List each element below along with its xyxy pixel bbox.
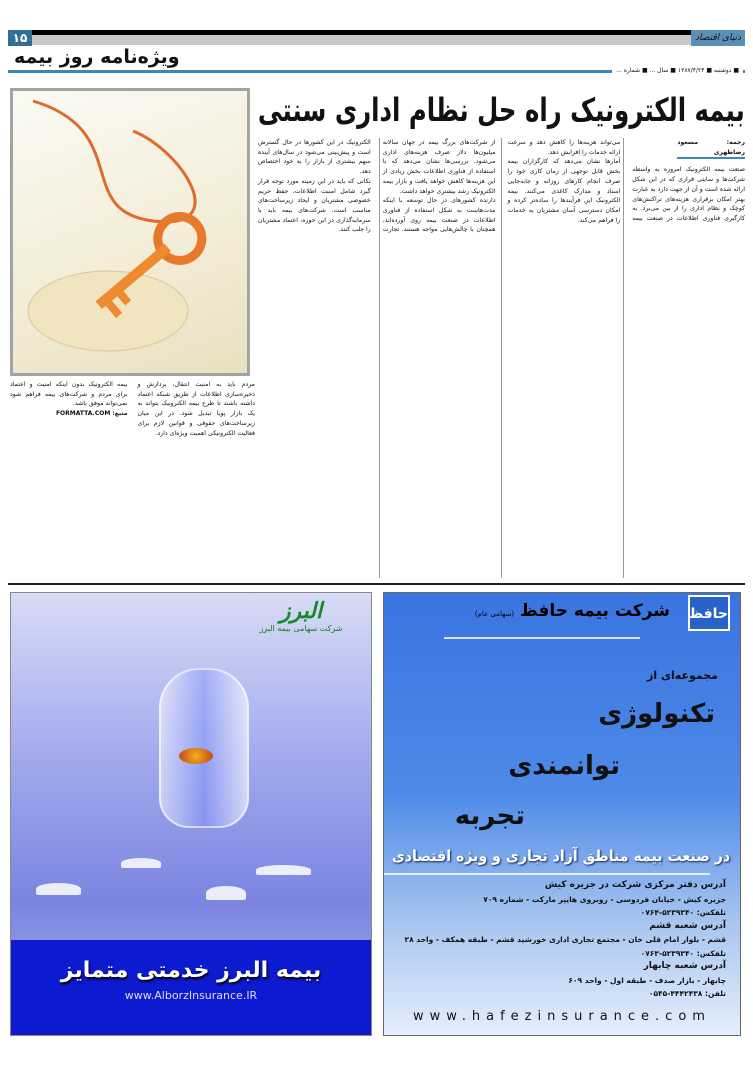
glass-shard xyxy=(256,865,311,875)
address-line: جزیره کیش - خیابان فردوسی - روبروی هایپر مارکت - شماره ۷۰۹ xyxy=(483,894,726,904)
headline-text: بیمه الکترونیک راه حل نظام اداری سنتی xyxy=(258,91,745,129)
hafez-subtitle xyxy=(392,845,730,867)
hafez-word: تکنولوژی xyxy=(598,699,715,729)
paragraph: از شرکت‌های بزرگ بیمه در جهان سالانه میلیون‌ها دلار صرف هزینه‌های اداری می‌شود. بررسی‌ها نشان می‌دهد که با استفاده از فناوری اطلاعات بخش زیادی از این هزینه‌ها کاهش خواهد یافت و بازار بیمه الکترونیک رشد بیشتری خواهد داشت. xyxy=(382,139,496,195)
page-number: ۱۵ xyxy=(8,30,32,46)
hafez-intro: مجموعه‌ای از xyxy=(647,669,718,682)
article-body-continued xyxy=(10,380,255,570)
column-divider xyxy=(501,138,502,578)
address-line: چابهار - بازار صدف - طبقه اول - واحد ۶۰۹ xyxy=(568,975,726,985)
paragraph: مردم باید به امنیت انتقال، پردازش و ذخیره‌سازی اطلاعات از طریق شبکه اعتماد داشته باشند تا طرح بیمه الکترونیک بتواند به یک بازار پویا تبدیل شود. در این میان زیرساخت‌های حقوقی و قوانین لازم برای فعالیت الکترونیکی اهمیت ویژه‌ای دارد. xyxy=(137,381,255,437)
hafez-insurance-ad[interactable] xyxy=(383,592,741,1036)
address-heading: آدرس دفتر مرکزی شرکت در جزیره کیش xyxy=(544,880,726,890)
article-headline xyxy=(258,88,745,132)
section-title: ویژه‌نامه روز بیمه xyxy=(14,46,180,68)
hafez-logo: حافظ xyxy=(688,595,730,631)
hafez-company: شرکت بیمه حافظ xyxy=(519,601,670,621)
divider xyxy=(444,637,640,639)
paragraph: آمارها نشان می‌دهد که کارگزاران بیمه بخش قابل توجهی از زمان کاری خود را صرف انجام کارهای روزانه و جابه‌جایی اسناد و مدارک کاغذی می‌کنند. بیمه الکترونیک این فرآیندها را ساده‌تر کرده و امکان دسترسی آسان مشتریان به خدمات را فراهم می‌کند. xyxy=(507,158,621,224)
alborz-logo xyxy=(241,599,361,633)
glass-shard xyxy=(206,886,246,900)
alborz-url[interactable]: www.AlborzInsurance.IR xyxy=(124,989,258,1002)
hafez-url[interactable]: www.hafezinsurance.com xyxy=(413,1009,711,1024)
address-phone: تلفن: ۴۴۴۲۴۳۸-۰۵۴۵ xyxy=(648,989,726,998)
paragraph: بیمه الکترونیک بدون اینکه امنیت و اعتماد برای مردم و شرکت‌های بیمه فراهم شود نمی‌تواند موفق باشد. xyxy=(10,381,128,408)
paragraph: دارنده کشورهای در حال توسعه با اینکه مدت‌هاست به شکل استفاده از فناوری اطلاعات در صنعت بیمه روی آورده‌اند، همچنان با چالش‌هایی مواجه هستند. تجارت الکترونیک در این کشورها در حال گسترش است و پیش‌بینی می‌شود در سال‌های آینده سهم بیشتری از بازار را به خود اختصاص دهد. xyxy=(258,139,496,234)
key-mouse-illustration xyxy=(13,91,250,376)
column-divider xyxy=(379,138,380,578)
address-phone: تلفکس: ۵۲۳۹۳۴۰-۰۷۶۳ xyxy=(640,948,726,958)
alborz-banner xyxy=(11,940,371,1035)
glass-shard xyxy=(36,883,81,895)
hafez-addresses xyxy=(392,879,726,1001)
article-source: منبع: FORMATTA.COM xyxy=(55,410,128,418)
hafez-company-name xyxy=(475,601,670,621)
divider xyxy=(384,873,710,875)
alborz-insurance-ad[interactable] xyxy=(10,592,372,1036)
address-heading: آدرس شعبه چابهار xyxy=(643,961,726,971)
hafez-word: تجربه xyxy=(454,801,525,831)
glass-shard xyxy=(121,858,161,868)
byline: رجمه: مسعود رضاطهری xyxy=(677,138,745,159)
goldfish-image xyxy=(179,748,213,764)
header-bar xyxy=(8,30,745,45)
divider xyxy=(8,583,745,585)
article-photo xyxy=(10,88,250,376)
hafez-word: توانمندی xyxy=(508,751,620,781)
newspaper-logo: دنیای اقتصاد xyxy=(691,30,745,46)
address-heading: آدرس شعبه قشم xyxy=(649,920,726,931)
alborz-logo-text: البرز xyxy=(279,599,323,624)
address-line: قشم - بلوار امام قلی خان - مجتمع تجاری اداری خورشید قشم - طبقه همکف - واحد ۲۸ xyxy=(404,935,726,944)
alborz-slogan: بیمه البرز خدمتی متمایز xyxy=(60,958,322,983)
column-divider xyxy=(623,138,624,578)
alborz-company: شرکت سهامی بیمه البرز xyxy=(259,624,343,633)
address-phone: تلفکس: ۵۲۳۹۳۴۰-۰۷۶۴ xyxy=(640,908,726,917)
paragraph: نکاتی که باید در این زمینه مورد توجه قرار گیرد شامل امنیت اطلاعات، حفظ حریم خصوصی مشتریان و ایجاد زیرساخت‌های مناسب است. شرکت‌های بیمه باید با سرمایه‌گذاری در این حوزه، اعتماد مشتریان را جلب کنند. xyxy=(258,177,371,234)
hafez-company-type: (سهامی عام) xyxy=(474,610,515,618)
paragraph: صنعت بیمه الکترونیک امروزه به واسطه شرکت‌ها و سایتی قراری که در این شکل ارائه شده است و آن از جهت دارد به عبارت بهتر امکان برقراری هزینه‌های تراکنش‌های کوچک و نظام اداری را از بین می‌برد. به کارگیری فناوری اطلاعات در صنعت بیمه می‌تواند هزینه‌ها را کاهش دهد و سرعت ارائه خدمات را افزایش دهد. xyxy=(507,139,745,222)
hafez-subtitle-text: در صنعت بیمه مناطق آزاد تجاری و ویژه اقتصادی xyxy=(391,847,730,865)
issue-info: ■ دوشنبه ■ ۱۳۸۷/۴/۲۴ ■ سال ... ■ شماره ... xyxy=(612,67,743,75)
